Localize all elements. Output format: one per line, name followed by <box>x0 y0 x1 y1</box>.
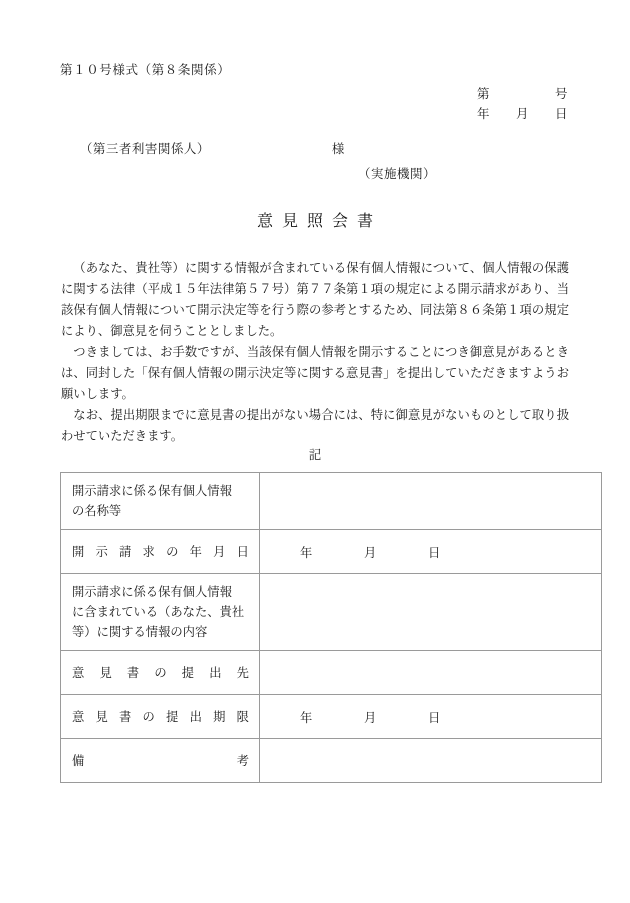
table-row <box>61 574 602 651</box>
label-char: 意 <box>72 665 85 680</box>
label-char: 考 <box>236 753 249 768</box>
table-row-value[interactable] <box>260 651 602 695</box>
table-row <box>61 473 602 530</box>
label-line: 開示請求に係る保有個人情報 <box>72 484 232 498</box>
label-char: 提 <box>181 665 195 680</box>
paragraph-3: なお、提出期限までに意見書の提出がない場合には、特に御意見がないものとして取り扱わせていただきます。 <box>61 408 569 443</box>
table-row-value[interactable] <box>260 530 602 574</box>
label-spread <box>72 663 249 683</box>
label-char: 年 <box>189 544 202 559</box>
body-text <box>61 258 569 447</box>
addressee-line <box>62 124 345 172</box>
label-char: 書 <box>126 665 140 680</box>
addressee-label: （第三者利害関係人） <box>79 141 210 156</box>
paragraph-1: （あなた、貴社等）に関する情報が含まれている保有個人情報について、個人情報の保護に関する法律（平成１５年法律第５７号）第７７条第１項の規定による開示請求があり、当該保有個人情報について開示決定等を行う際の参考とするため、同法第８６条第１項の規定により、御意見を伺うこととしました。 <box>61 261 569 338</box>
table-row <box>61 695 602 739</box>
table-row-label <box>61 473 260 530</box>
label-char: 意 <box>72 709 85 724</box>
label-line: の名称等 <box>72 504 122 518</box>
label-char: 開 <box>72 544 85 559</box>
label-char: 書 <box>119 709 132 724</box>
table-row-label <box>61 651 260 695</box>
table-row-value[interactable] <box>260 574 602 651</box>
label-char: 見 <box>95 709 108 724</box>
label-char: 出 <box>189 709 202 724</box>
label-char: 出 <box>209 665 222 680</box>
table-row-label <box>61 695 260 739</box>
label-line: 開示請求に係る保有個人情報 <box>72 585 232 599</box>
label-char: の <box>142 709 155 724</box>
label-char: 備 <box>72 753 85 768</box>
label-char: の <box>154 665 167 680</box>
paragraph-2: つきましては、お手数ですが、当該保有個人情報を開示することにつき御意見があるときは、同封した「保有個人情報の開示決定等に関する意見書」を提出していただきますようお願いします。 <box>61 345 569 401</box>
label-spread <box>72 707 249 727</box>
table-row-value[interactable] <box>260 695 602 739</box>
label-char: 提 <box>166 709 179 724</box>
date-placeholder: 年 月 日 <box>300 545 441 560</box>
table-row-label <box>61 574 260 651</box>
issuing-organization: （実施機関） <box>358 166 437 181</box>
label-line: に含まれている（あなた、貴社 <box>72 605 245 619</box>
label-char: 求 <box>142 544 155 559</box>
label-char: 限 <box>236 709 249 724</box>
document-date-line: 年 月 日 <box>476 106 568 121</box>
date-placeholder: 年 月 日 <box>300 710 441 725</box>
label-char: 請 <box>119 544 132 559</box>
table-row <box>61 739 602 783</box>
table-row-label <box>61 530 260 574</box>
table-row <box>61 530 602 574</box>
label-char: 日 <box>236 544 249 559</box>
form-number: 第１０号様式（第８条関係） <box>60 62 231 77</box>
label-char: 示 <box>95 544 108 559</box>
label-char: 期 <box>213 709 226 724</box>
form-table <box>60 472 602 783</box>
ki-mark: 記 <box>308 447 322 462</box>
label-char: 先 <box>236 665 249 680</box>
label-char: 月 <box>213 544 226 559</box>
label-spread <box>72 542 249 562</box>
label-char: の <box>166 544 179 559</box>
table-row-label <box>61 739 260 783</box>
document-meta-block <box>477 84 568 124</box>
addressee-honorific: 様 <box>331 141 345 156</box>
page-title: 意見照会書 <box>256 211 382 230</box>
label-line: 等）に関する情報の内容 <box>72 625 208 639</box>
label-char: 見 <box>99 665 112 680</box>
table-row <box>61 651 602 695</box>
table-row-value[interactable] <box>260 473 602 530</box>
document-number-line: 第 号 <box>476 86 568 101</box>
label-spread <box>72 751 249 771</box>
table-row-value[interactable] <box>260 739 602 783</box>
